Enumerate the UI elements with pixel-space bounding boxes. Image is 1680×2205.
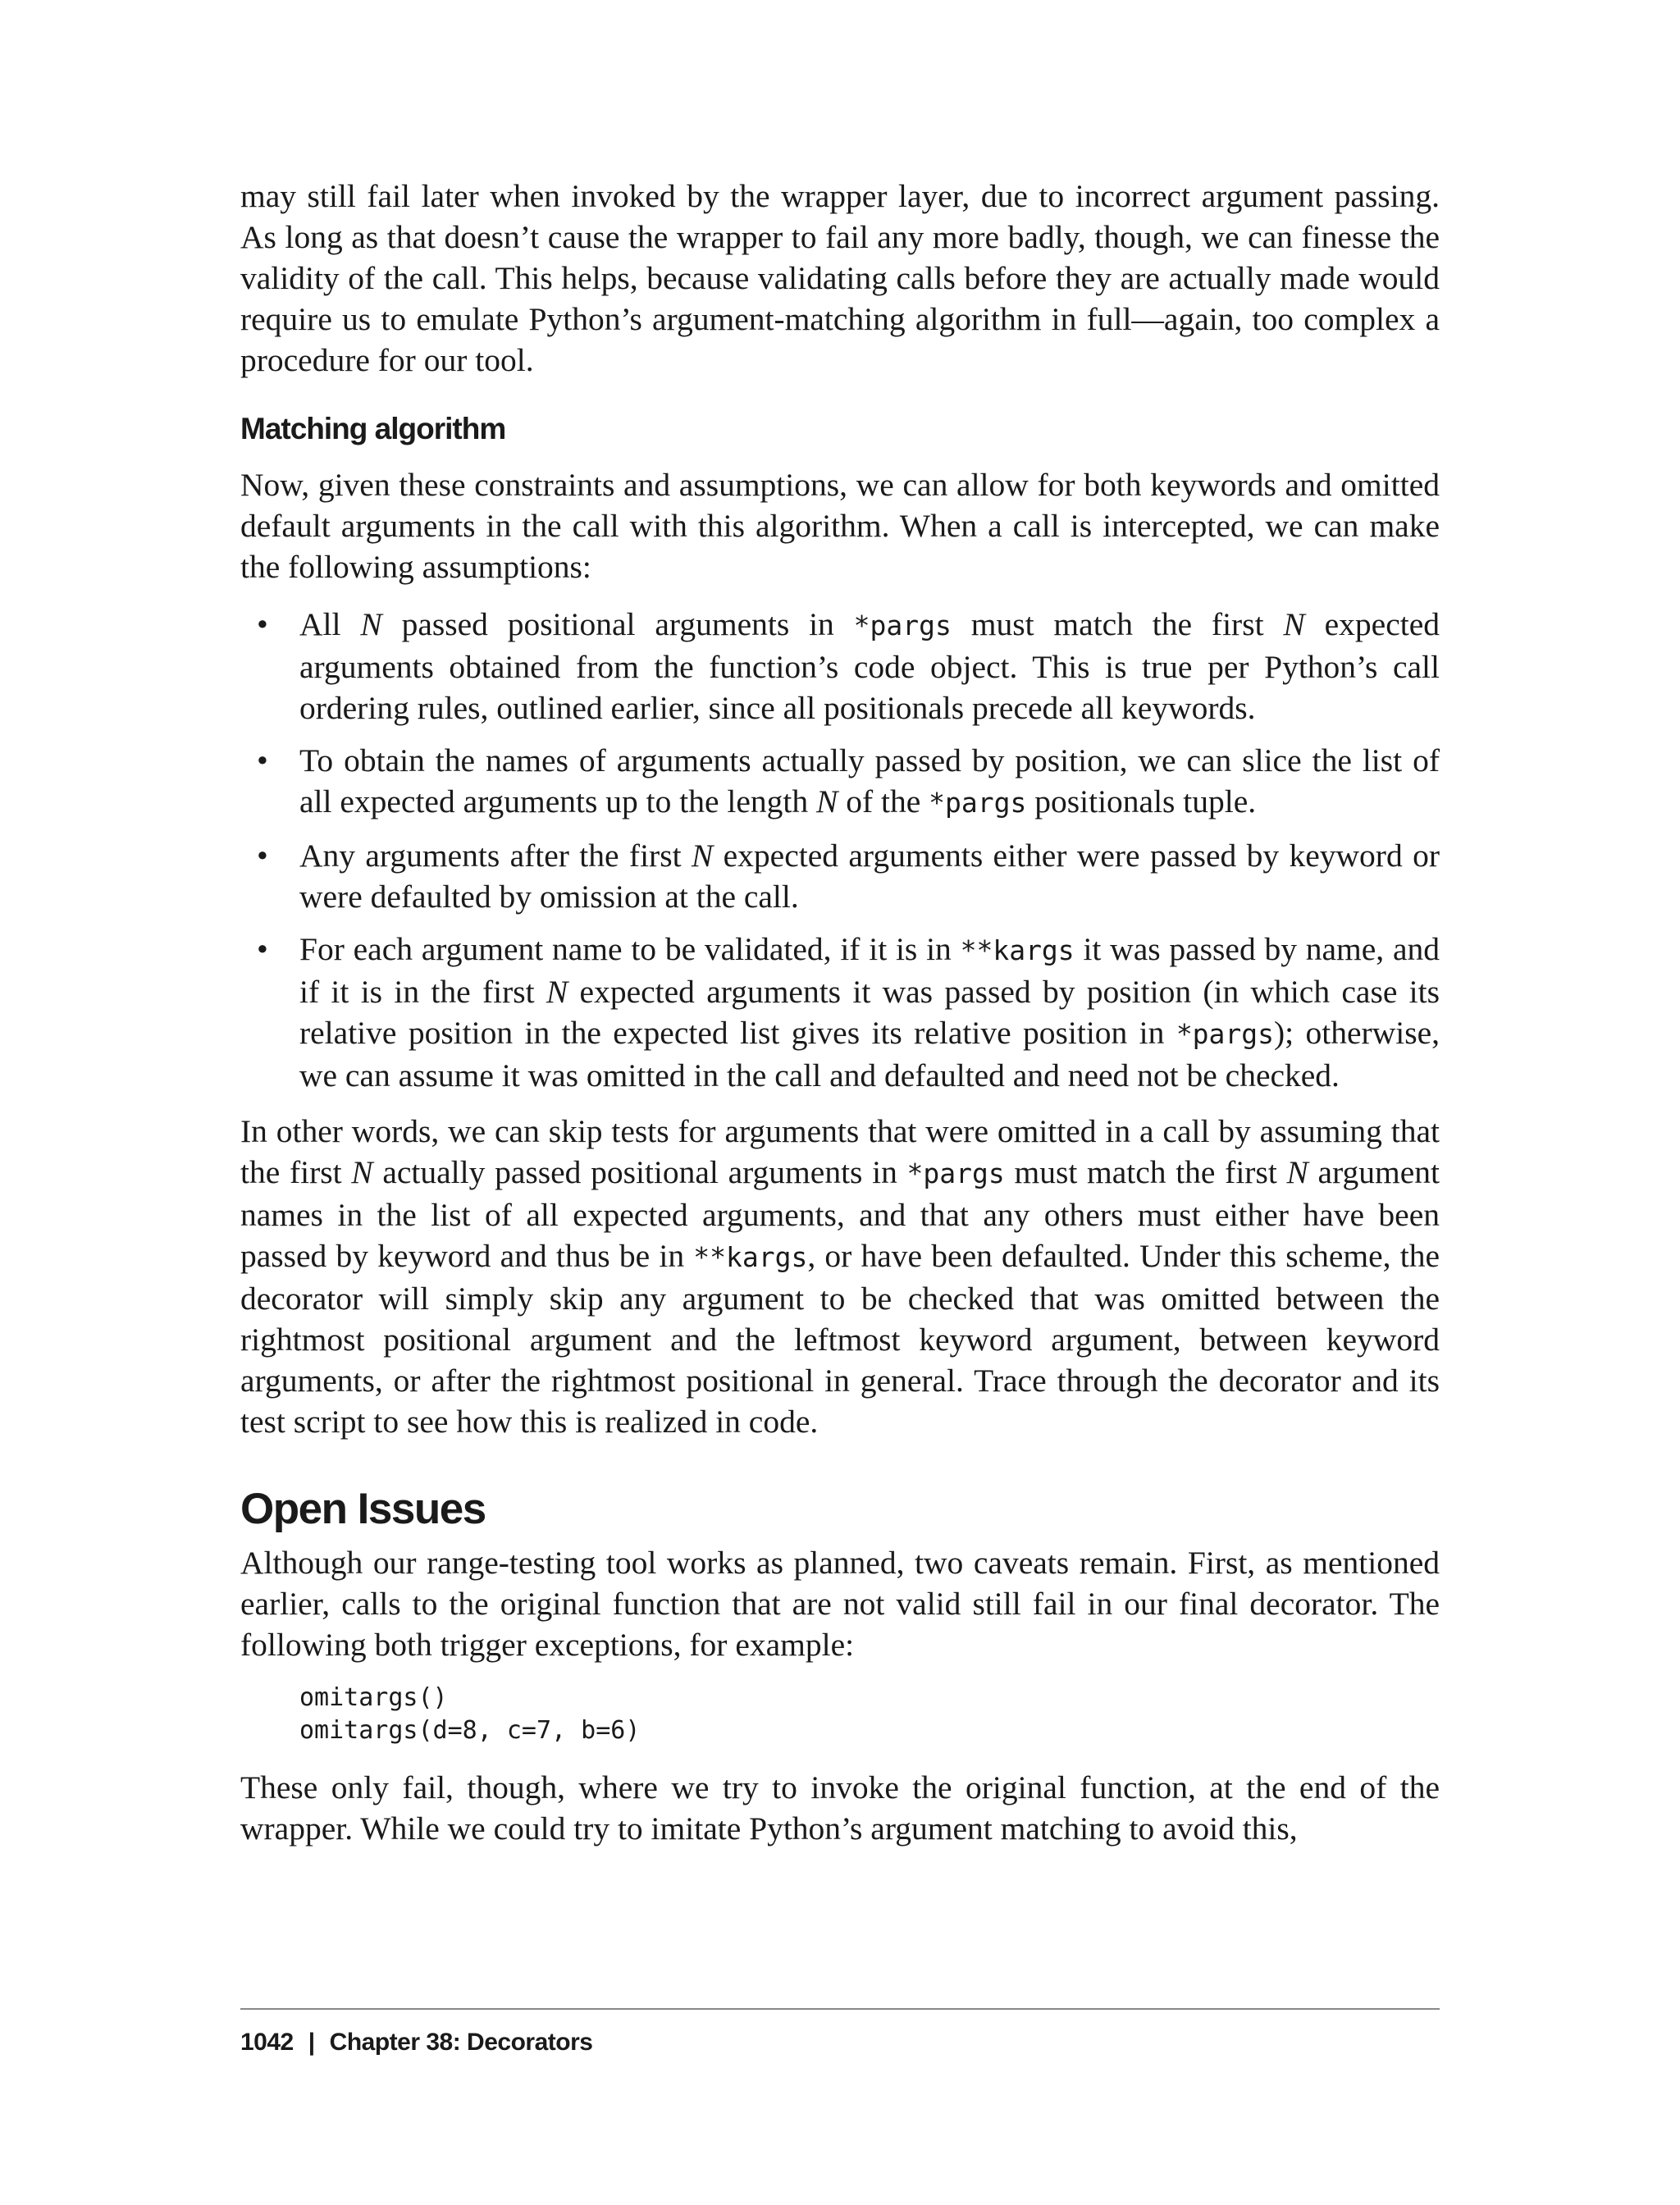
text-run: passed positional arguments in — [381, 606, 854, 642]
text-run: expected arguments obtained from the function’s code object. This is true per Python’s call ordering rules, outlined earlier, since all positionals precede all keywords. — [299, 606, 1440, 726]
text-run: of the — [838, 783, 929, 819]
bullet-icon: • — [257, 742, 268, 778]
text-run: Any arguments after the first — [299, 838, 692, 874]
paragraph-matching: Now, given these constraints and assumptions, we can allow for both keywords and omitted default arguments in the call with this algorithm. When a call is intercepted, we can make the following assumptions: — [240, 467, 1440, 585]
paragraph-open-issues: Although our range-testing tool works as planned, two caveats remain. First, as mentioned earlier, calls to the original function that are not valid still fail in our final decorator. The following both trigger exceptions, for example: — [240, 1545, 1440, 1663]
inline-code: *pargs — [853, 609, 952, 641]
text-run: must match the first — [951, 606, 1284, 642]
inline-code: *pargs — [906, 1157, 1005, 1189]
text-run: ); otherwise, we can assume it was omitted in the call and defaulted and need not be checked. — [299, 1015, 1440, 1093]
text-run: expected arguments either were passed by keyword or were defaulted by omission at the call. — [299, 838, 1440, 915]
math-var: N — [360, 606, 382, 642]
text-run: it was passed by name, and if it is in the first — [299, 931, 1440, 1010]
list-item — [240, 835, 1440, 917]
math-var: N — [1283, 606, 1305, 642]
bullet-icon: • — [257, 931, 268, 967]
text-run: For each argument name to be validated, if it is in — [299, 931, 961, 967]
footer-separator: | — [308, 2029, 315, 2056]
inline-code: **kargs — [693, 1241, 808, 1273]
text-run: In other words, we can skip tests for arguments that were omitted in a call by assuming that the first — [240, 1113, 1440, 1190]
text-run: positionals tuple. — [1026, 783, 1257, 819]
page-content — [240, 176, 1440, 1849]
heading-matching-algorithm: Matching algorithm — [240, 412, 506, 445]
bullet-icon: • — [257, 606, 268, 642]
heading-open-issues: Open Issues — [240, 1485, 486, 1533]
math-var: N — [816, 783, 838, 819]
math-var: N — [691, 838, 714, 874]
text-run: , or have been defaulted. Under this scheme, the decorator will simply skip any argument to be checked that was omitted between the rightmost positional argument and the leftmost keyword argument, between keyword arguments, or after the rightmost positional in general. Trace through the decorator and its test script to see how this is realized in code. — [240, 1238, 1440, 1440]
paragraph-closing: These only fail, though, where we try to invoke the original function, at the end of the wrapper. While we could try to imitate Python’s argument matching to avoid this, — [240, 1769, 1440, 1847]
text-run: To obtain the names of arguments actually passed by position, we can slice the list of all expected arguments up to the length — [299, 742, 1440, 819]
page-footer — [240, 2008, 1440, 2059]
assumptions-list — [240, 604, 1440, 1096]
math-var: N — [351, 1154, 373, 1190]
inline-code: *pargs — [929, 787, 1027, 819]
text-run: All — [299, 606, 361, 642]
chapter-title: Chapter 38: Decorators — [329, 2029, 593, 2056]
page-number: 1042 — [240, 2029, 294, 2056]
list-item — [240, 929, 1440, 1096]
paragraph-intro: may still fail later when invoked by the wrapper layer, due to incorrect argument passing. As long as that doesn’t cause the wrapper to fail any more badly, though, we can finesse the validity of the call. This helps, because validating calls before they are actually made would require us to emulate Python’s argument-matching algorithm in full—again, too complex a procedure for our tool. — [240, 178, 1440, 378]
math-var: N — [1286, 1154, 1308, 1190]
math-var: N — [546, 974, 568, 1010]
list-item — [240, 740, 1440, 824]
inline-code: *pargs — [1176, 1018, 1275, 1050]
inline-code: **kargs — [960, 934, 1075, 966]
bullet-icon: • — [257, 838, 268, 874]
code-block: omitargs() omitargs(d=8, c=7, b=6) — [299, 1683, 641, 1745]
text-run: must match the first — [1004, 1154, 1287, 1190]
paragraph-summary — [240, 1111, 1440, 1442]
text-run: actually passed positional arguments in — [372, 1154, 907, 1190]
text-run: argument names in the list of all expected arguments, and that any others must either have been passed by keyword and thus be in — [240, 1154, 1440, 1274]
list-item — [240, 604, 1440, 728]
text-run: expected arguments it was passed by position (in which case its relative position in the expected list gives its relative position in — [299, 974, 1440, 1051]
